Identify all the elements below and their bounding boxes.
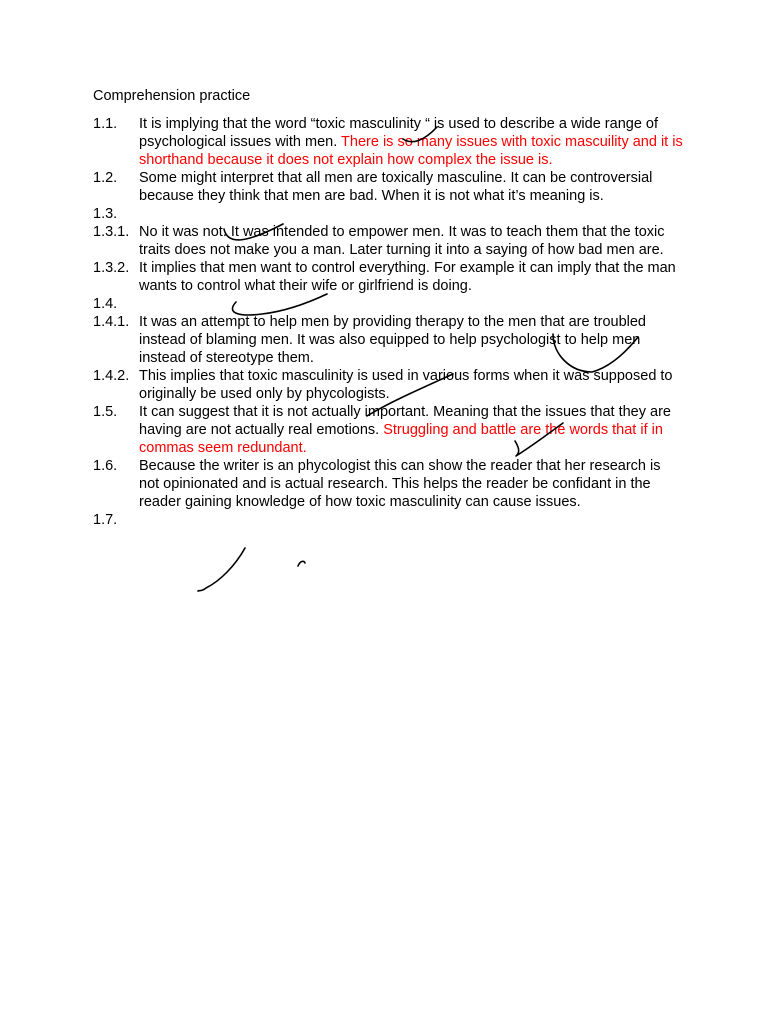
answer-text [139,403,683,457]
answer-text [139,169,683,205]
teacher-red-comment: There is so many issues with toxic mascuility and it is shorthand because it does not explain how complex the issue is. [139,134,683,168]
answer-text [139,205,683,223]
answer-item [93,223,683,259]
answer-item [93,115,683,169]
answer-text [139,223,683,259]
tick-mark [198,548,245,591]
answer-number: 1.5. [93,404,118,420]
answer-black-text: Some might interpret that all men are toxically masculine. It can be controversial because they think that men are bad. When it is not what it’s meaning is. [139,170,653,204]
answer-number: 1.6. [93,458,118,474]
tick-mark [298,561,305,566]
answer-number: 1.3. [93,206,118,222]
answer-number: 1.2. [93,170,118,186]
answer-text [139,115,683,169]
answer-black-text: Because the writer is an phycologist this can show the reader that her research is not opinionated and is actual research. This helps the reader be confidant in the reader gaining knowledge of how toxic masculinity can cause issues. [139,458,661,510]
answer-item [93,367,683,403]
answer-number: 1.4. [93,296,118,312]
answer-item [93,457,683,511]
answer-item [93,313,683,367]
answer-text [139,259,683,295]
answer-number: 1.7. [93,512,118,528]
answer-text [139,457,683,511]
answer-text [139,511,683,529]
answer-item [93,511,683,529]
answer-black-text: This implies that toxic masculinity is used in various forms when it was supposed to originally be used only by phycologists. [139,368,673,402]
answer-item [93,169,683,205]
answer-number: 1.4.2. [93,368,130,384]
answer-number: 1.1. [93,116,118,132]
answer-item [93,205,683,223]
answer-black-text: It implies that men want to control everything. For example it can imply that the man wants to control what their wife or girlfriend is doing. [139,260,676,294]
answer-text [139,313,683,367]
answer-number: 1.3.1. [93,224,130,240]
teacher-red-comment: Struggling and battle are the words that if in commas seem redundant. [139,422,663,456]
answer-text [139,295,683,313]
answer-black-text: It is implying that the word “toxic masculinity “ is used to describe a wide range of psychological issues with men. [139,116,659,150]
document-title: Comprehension practice [93,88,251,104]
answer-text [139,367,683,403]
answer-item [93,295,683,313]
answer-black-text: It can suggest that it is not actually important. Meaning that the issues that they are having are not actually real emotions. [139,404,671,438]
answer-black-text: It was an attempt to help men by providing therapy to the men that are troubled instead of blaming men. It was also equipped to help psychologist to help men instead of stereotype them. [139,314,646,366]
answer-black-text: No it was not. It was intended to empower men. It was to teach them that the toxic traits does not make you a man. Later turning it into a saying of how bad men are. [139,224,665,258]
answer-list [93,115,683,529]
answer-number: 1.3.2. [93,260,130,276]
answer-item [93,259,683,295]
answer-number: 1.4.1. [93,314,130,330]
answer-item [93,403,683,457]
